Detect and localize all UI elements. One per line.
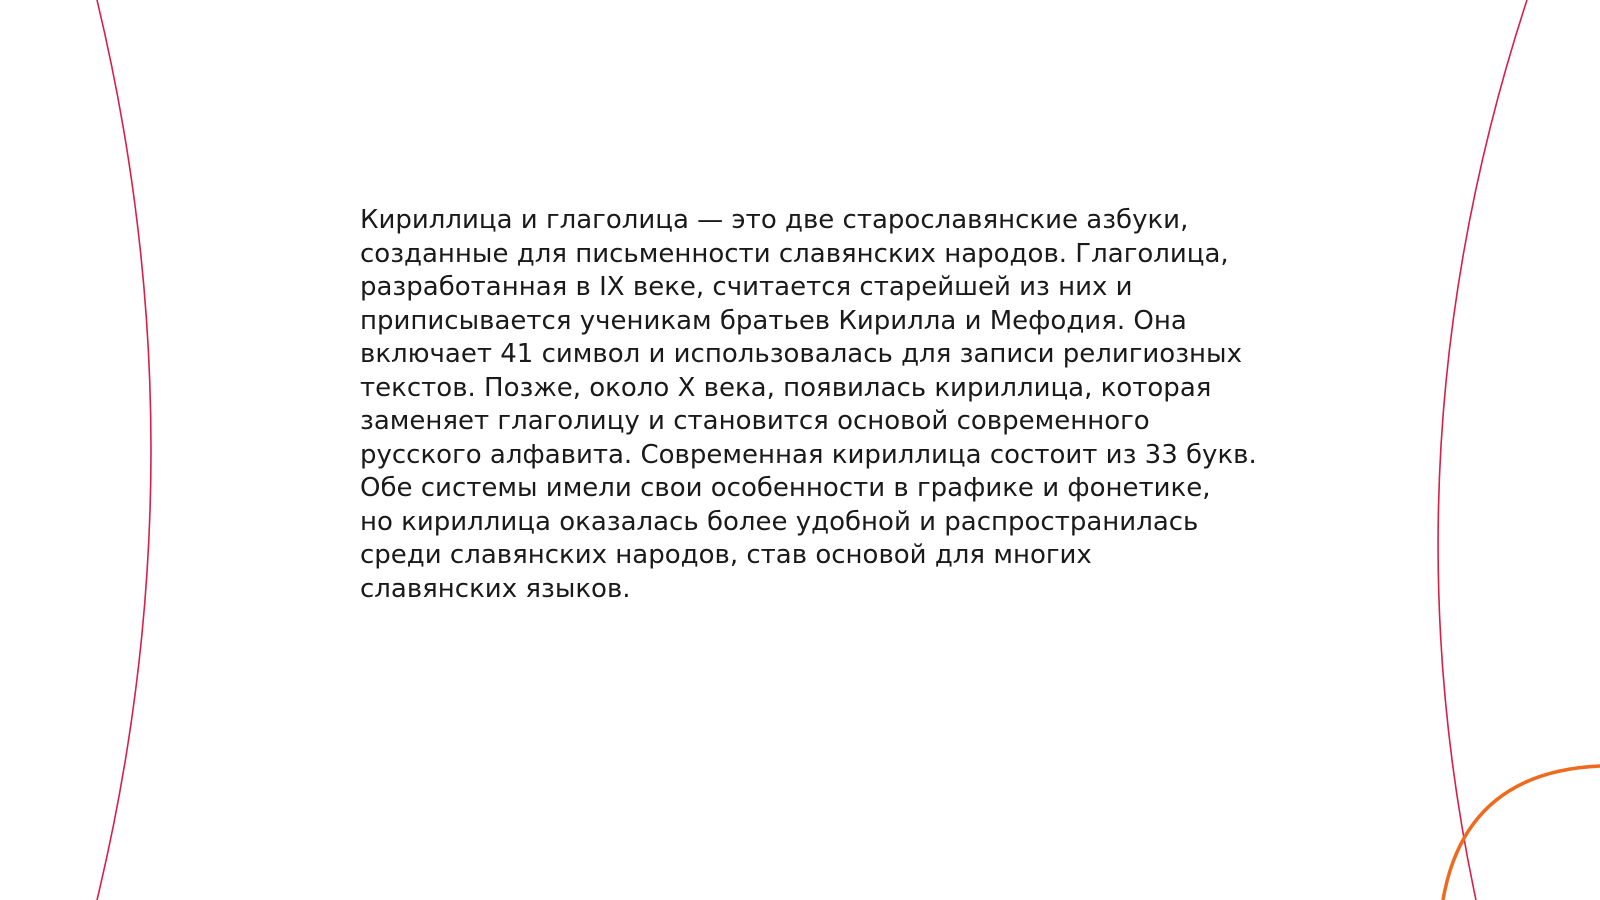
paragraph-line: Кириллица и глаголица — это две старославянские азбуки, [360,205,1189,235]
main-paragraph [360,204,1260,606]
paragraph-line: Обе системы имели свои особенности в графике и фонетике, [360,473,1211,503]
paragraph-line: заменяет глаголицу и становится основой современного [360,406,1150,436]
right-curve-decoration [1438,0,1527,900]
paragraph-line: но кириллица оказалась более удобной и распространилась [360,506,1199,537]
left-curve-decoration [97,0,151,900]
paragraph-line: среди славянских народов, став основой для многих [360,540,1092,570]
paragraph-line: русского алфавита. Современная кириллица состоит из 33 букв. [360,439,1257,470]
paragraph-line: текстов. Позже, около X века, появилась кириллица, которая [360,372,1212,403]
paragraph-line: созданные для письменности славянских народов. Глаголица, [360,238,1229,269]
paragraph-line: включает 41 символ и использовалась для записи религиозных [360,339,1242,369]
corner-arc-decoration [1443,766,1600,900]
paragraph-line: приписывается ученикам братьев Кирилла и Мефодия. Она [360,305,1187,336]
paragraph-line: разработанная в IX веке, считается старейшей из них и [360,272,1133,302]
paragraph-line: славянских языков. [360,573,631,604]
